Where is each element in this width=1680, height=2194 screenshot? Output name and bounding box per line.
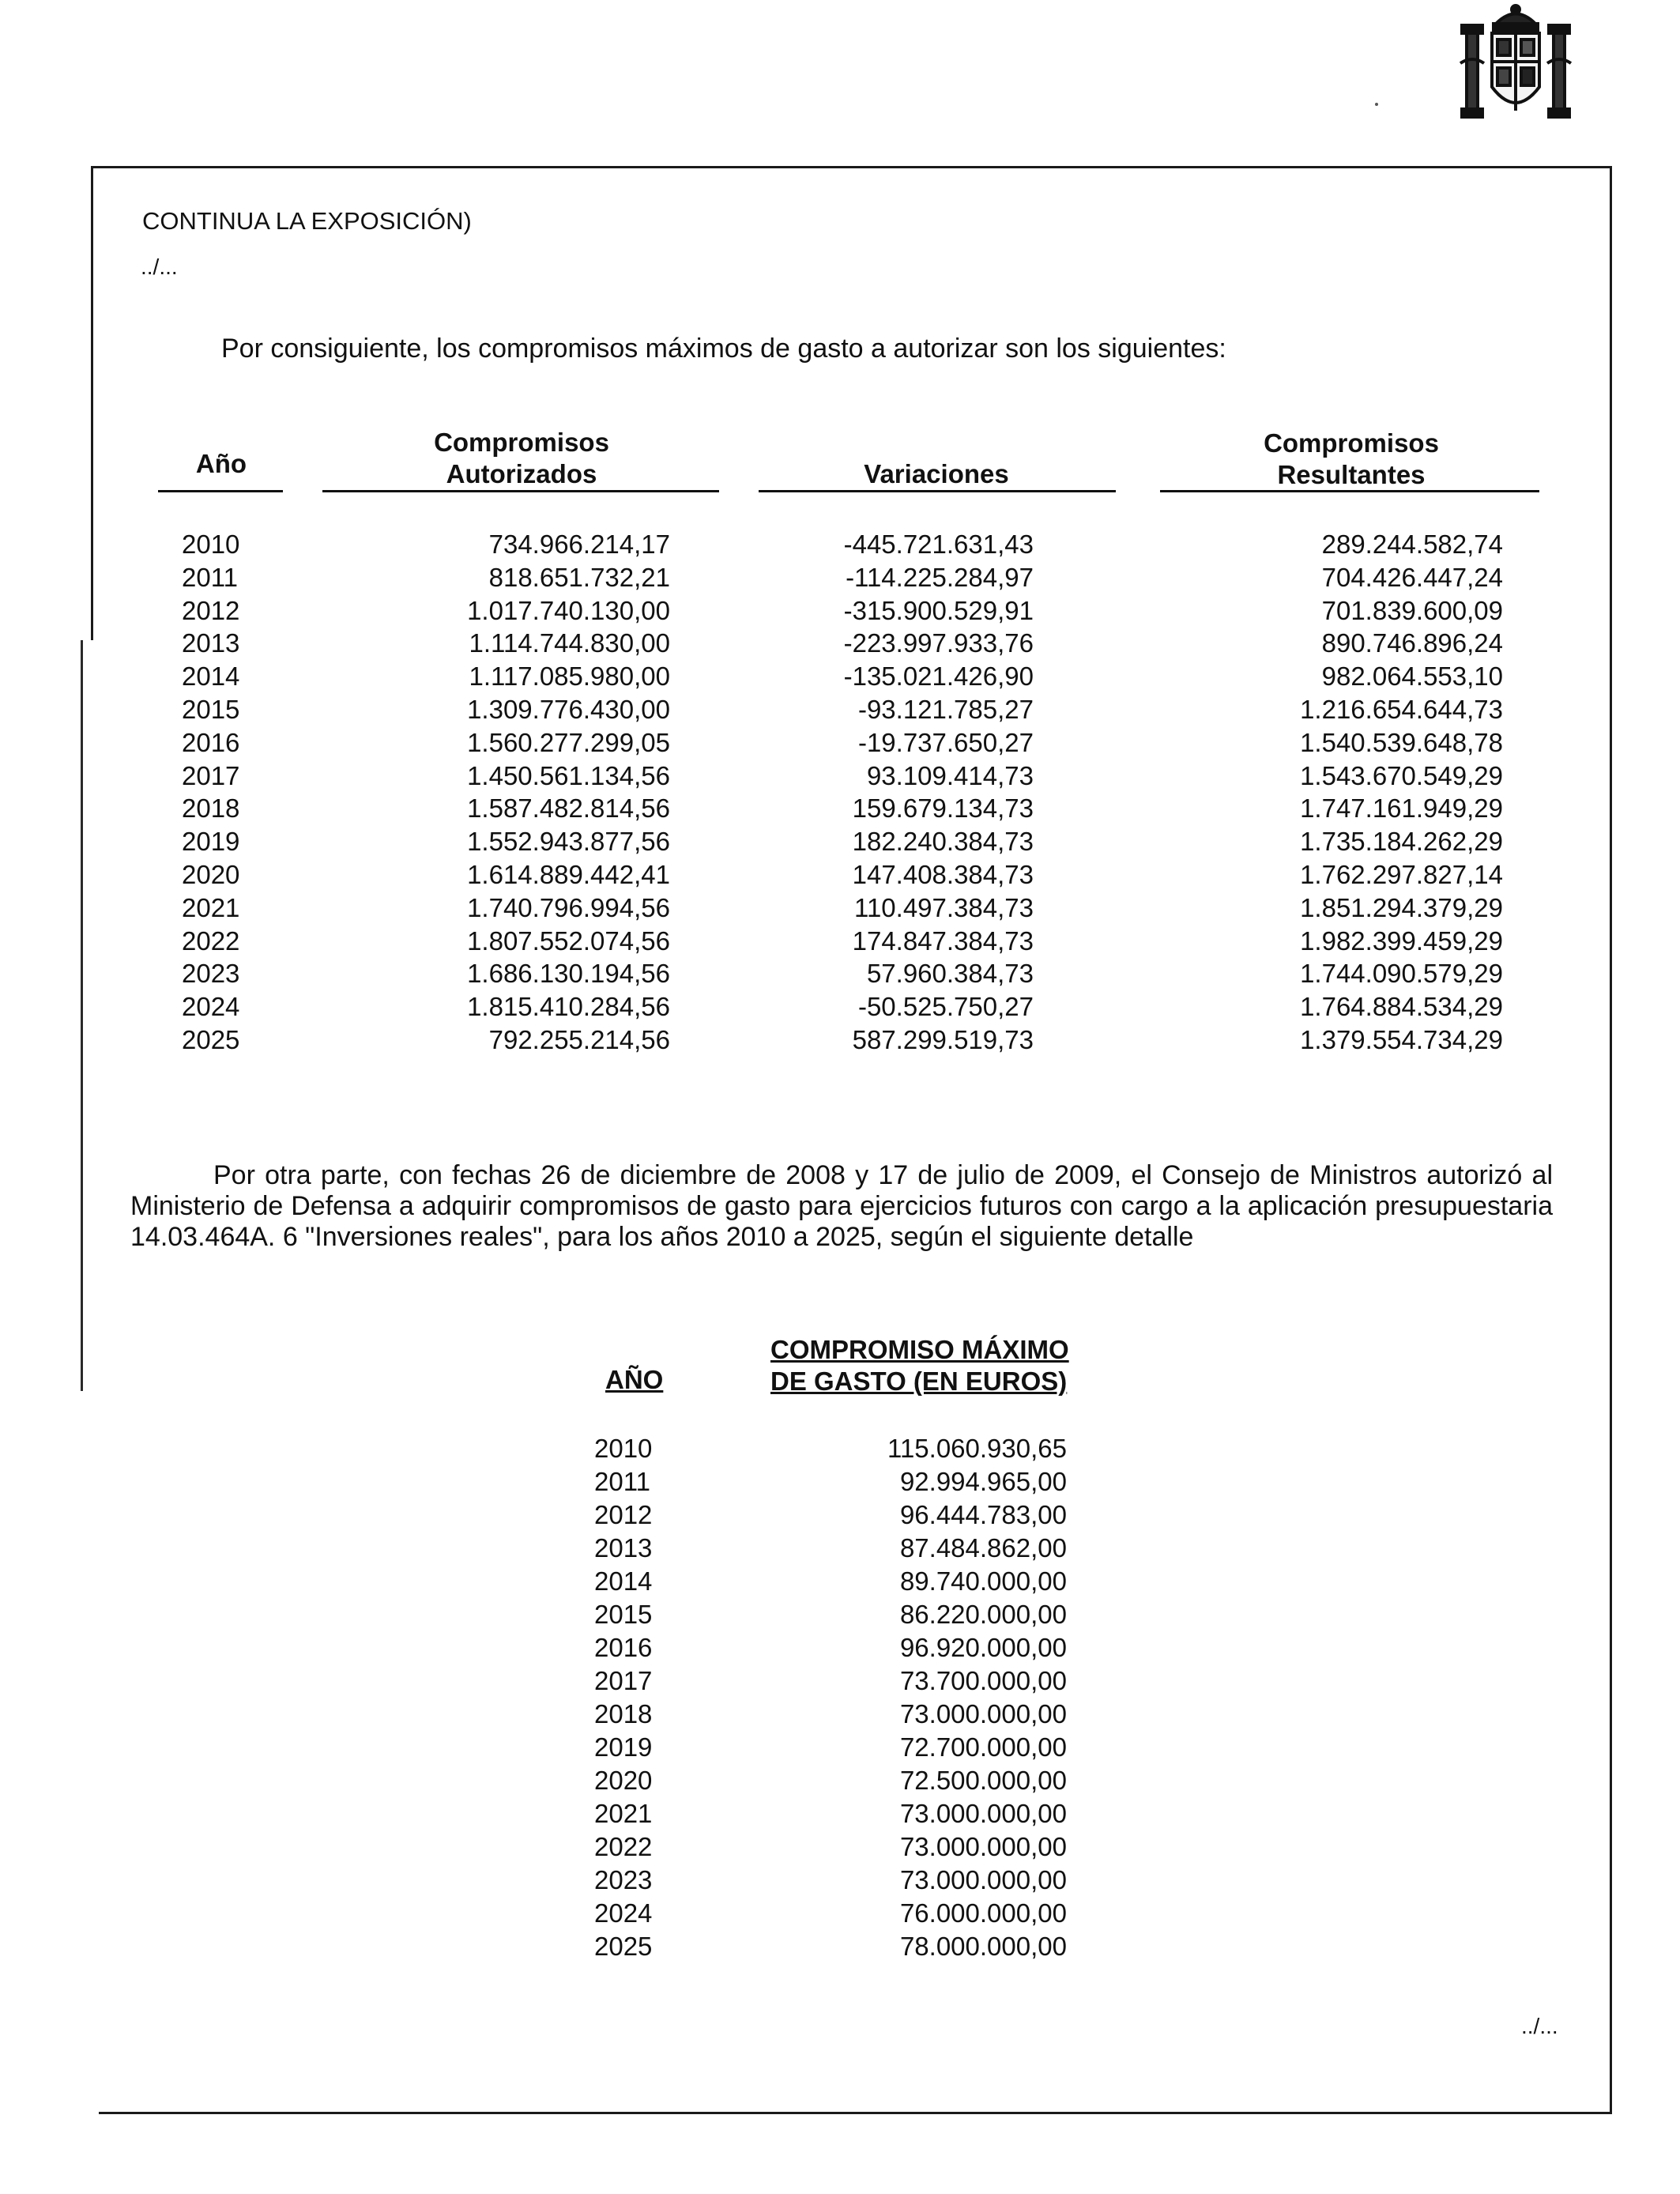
table-row <box>0 1731 1680 1764</box>
table1-cell-variation: 110.497.384,73 <box>854 892 1034 922</box>
table1-cell-variation: 147.408.384,73 <box>852 859 1034 889</box>
table2-cell-amount: 89.740.000,00 <box>899 1566 1067 1596</box>
table2-cell-amount: 78.000.000,00 <box>899 1932 1067 1961</box>
table1-cell-authorized: 1.309.776.430,00 <box>467 694 670 724</box>
table1-header-year: Año <box>195 449 247 478</box>
table-row <box>0 792 1680 825</box>
table1-cell-resulting: 890.746.896,24 <box>1321 628 1503 658</box>
table-row <box>0 528 1680 561</box>
table-row <box>0 925 1680 958</box>
table2-cell-year: 2024 <box>594 1898 653 1928</box>
table-row <box>0 1631 1680 1664</box>
table1-cell-year: 2011 <box>182 562 238 592</box>
table-row <box>0 693 1680 726</box>
table1-cell-year: 2025 <box>182 1024 240 1054</box>
table1-cell-resulting: 1.744.090.579,29 <box>1300 959 1503 989</box>
table-row <box>0 1698 1680 1731</box>
table1-cell-authorized: 818.651.732,21 <box>488 562 670 592</box>
table1-cell-resulting: 289.244.582,74 <box>1321 530 1503 559</box>
table-row <box>0 1465 1680 1498</box>
table1-cell-resulting: 1.543.670.549,29 <box>1300 760 1503 790</box>
table1-header-resulting: Compromisos Resultantes <box>1264 428 1439 489</box>
table2-header-amount: COMPROMISO MÁXIMO DE GASTO (EN EUROS) <box>770 1335 1069 1396</box>
table1-cell-resulting: 1.540.539.648,78 <box>1300 727 1503 757</box>
table2-cell-amount: 72.700.000,00 <box>899 1732 1067 1762</box>
table1-cell-year: 2013 <box>182 628 240 658</box>
table1-cell-year: 2019 <box>182 827 240 857</box>
table1-cell-authorized: 1.017.740.130,00 <box>467 595 670 625</box>
table2-cell-year: 2013 <box>594 1533 653 1563</box>
table2-header-year: AÑO <box>605 1365 664 1394</box>
table2-cell-amount: 73.000.000,00 <box>899 1799 1067 1828</box>
table1-cell-year: 2010 <box>182 530 240 559</box>
table1-cell-authorized: 1.552.943.877,56 <box>467 827 670 857</box>
table1-cell-year: 2014 <box>182 662 240 692</box>
scan-dot <box>1375 103 1378 106</box>
table1-header-rule <box>1160 490 1539 492</box>
table1-cell-variation: 174.847.384,73 <box>852 925 1034 956</box>
table1-cell-variation: -50.525.750,27 <box>857 992 1034 1022</box>
table1-cell-authorized: 1.450.561.134,56 <box>467 760 670 790</box>
table-row <box>0 957 1680 990</box>
table1-header-rule <box>158 490 283 492</box>
table1-cell-variation: -445.721.631,43 <box>843 530 1034 559</box>
table1-cell-resulting: 1.379.554.734,29 <box>1300 1024 1503 1054</box>
table1-cell-year: 2016 <box>182 727 240 757</box>
table1-cell-variation: -135.021.426,90 <box>843 662 1034 692</box>
table2-cell-amount: 92.994.965,00 <box>899 1467 1067 1496</box>
table-row <box>0 1864 1680 1897</box>
table2-cell-year: 2022 <box>594 1832 653 1861</box>
table-row <box>0 660 1680 693</box>
table1-cell-variation: -315.900.529,91 <box>843 595 1034 625</box>
table2-body <box>0 1432 1680 1963</box>
table1-cell-resulting: 1.747.161.949,29 <box>1300 794 1503 824</box>
table-row <box>0 1498 1680 1532</box>
table1-cell-variation: -114.225.284,97 <box>846 562 1034 592</box>
table1-cell-year: 2017 <box>182 760 240 790</box>
body-paragraph: Por otra parte, con fechas 26 de diciembre de 2008 y 17 de julio de 2009, el Consejo de Ministros autorizó al Ministerio de Defensa a adquirir compromisos de gasto para ejercicios futuros con cargo a la aplicación presupuestaria 14.03.464A. 6 "Inversiones reales", para los años 2010 a 2025, según el siguiente detalle <box>130 1160 1553 1252</box>
table1-cell-authorized: 734.966.214,17 <box>488 530 670 559</box>
section-heading: CONTINUA LA EXPOSICIÓN) <box>142 207 472 235</box>
coat-of-arms-icon <box>1452 0 1579 126</box>
table2-cell-amount: 96.444.783,00 <box>899 1500 1067 1529</box>
table-row <box>0 726 1680 760</box>
table2-cell-amount: 72.500.000,00 <box>899 1766 1067 1795</box>
table1-cell-authorized: 1.614.889.442,41 <box>467 859 670 889</box>
table2-cell-amount: 96.920.000,00 <box>899 1633 1067 1662</box>
frame-bottom-border <box>99 2112 1612 2114</box>
table1-cell-variation: 587.299.519,73 <box>852 1024 1034 1054</box>
table1-cell-authorized: 1.807.552.074,56 <box>467 925 670 956</box>
table2-cell-amount: 73.000.000,00 <box>899 1699 1067 1728</box>
table2-cell-year: 2010 <box>594 1434 653 1463</box>
table1-cell-year: 2018 <box>182 794 240 824</box>
table-row <box>0 627 1680 660</box>
table2-cell-year: 2012 <box>594 1500 653 1529</box>
table1-cell-variation: 93.109.414,73 <box>866 760 1034 790</box>
table1-cell-authorized: 1.686.130.194,56 <box>467 959 670 989</box>
table1-cell-authorized: 1.740.796.994,56 <box>467 892 670 922</box>
table1-cell-variation: -19.737.650,27 <box>857 727 1034 757</box>
table-row <box>0 825 1680 858</box>
table-row <box>0 1830 1680 1864</box>
continuation-mark-bottom: ../... <box>1521 2014 1558 2038</box>
table1-cell-resulting: 1.216.654.644,73 <box>1300 694 1503 724</box>
table1-cell-resulting: 1.764.884.534,29 <box>1300 992 1503 1022</box>
table-row <box>0 1432 1680 1465</box>
table2-cell-year: 2021 <box>594 1799 653 1828</box>
table-row <box>0 1023 1680 1057</box>
table2-cell-amount: 73.000.000,00 <box>899 1865 1067 1894</box>
table1-cell-year: 2012 <box>182 595 240 625</box>
table-row <box>0 1764 1680 1797</box>
table1-cell-resulting: 1.851.294.379,29 <box>1300 892 1503 922</box>
table-row <box>0 892 1680 925</box>
table1-cell-year: 2015 <box>182 694 240 724</box>
table2-cell-amount: 76.000.000,00 <box>899 1898 1067 1928</box>
table-row <box>0 858 1680 892</box>
table2-cell-year: 2011 <box>594 1467 650 1496</box>
table1-cell-year: 2021 <box>182 892 240 922</box>
table1-cell-authorized: 792.255.214,56 <box>488 1024 670 1054</box>
table1-header-authorized: Compromisos Autorizados <box>434 428 609 488</box>
table1-cell-resulting: 1.982.399.459,29 <box>1300 925 1503 956</box>
table-row <box>0 561 1680 594</box>
table1-header-variations: Variaciones <box>864 459 1009 488</box>
table1-cell-authorized: 1.815.410.284,56 <box>467 992 670 1022</box>
table1-cell-variation: -93.121.785,27 <box>857 694 1034 724</box>
table1-cell-variation: -223.997.933,76 <box>843 628 1034 658</box>
table2-cell-amount: 73.700.000,00 <box>899 1666 1067 1695</box>
table1-body <box>0 528 1680 1057</box>
table1-cell-year: 2023 <box>182 959 240 989</box>
table-row <box>0 1565 1680 1598</box>
table-row <box>0 1797 1680 1830</box>
table1-cell-variation: 182.240.384,73 <box>852 827 1034 857</box>
table2-cell-amount: 86.220.000,00 <box>899 1600 1067 1629</box>
table1-cell-resulting: 982.064.553,10 <box>1321 662 1503 692</box>
table2-cell-year: 2016 <box>594 1633 653 1662</box>
table-row <box>0 1598 1680 1631</box>
intro-sentence: Por consiguiente, los compromisos máximos de gasto a autorizar son los siguientes: <box>221 334 1226 364</box>
table1-cell-authorized: 1.587.482.814,56 <box>467 794 670 824</box>
table1-cell-variation: 57.960.384,73 <box>866 959 1034 989</box>
table-row <box>0 1930 1680 1963</box>
table2-cell-year: 2014 <box>594 1566 653 1596</box>
table2-cell-amount: 87.484.862,00 <box>899 1533 1067 1563</box>
table2-cell-year: 2017 <box>594 1666 653 1695</box>
table2-cell-year: 2019 <box>594 1732 653 1762</box>
table1-cell-resulting: 704.426.447,24 <box>1321 562 1503 592</box>
table-row <box>0 760 1680 793</box>
table1-cell-year: 2022 <box>182 925 240 956</box>
table1-cell-authorized: 1.117.085.980,00 <box>469 662 670 692</box>
continuation-mark-top: ../... <box>141 254 178 279</box>
table1-cell-resulting: 1.735.184.262,29 <box>1300 827 1503 857</box>
frame-top-border <box>91 166 1612 168</box>
table2-cell-year: 2015 <box>594 1600 653 1629</box>
table2-cell-year: 2018 <box>594 1699 653 1728</box>
table1-cell-variation: 159.679.134,73 <box>852 794 1034 824</box>
table1-cell-resulting: 701.839.600,09 <box>1321 595 1503 625</box>
table-row <box>0 1897 1680 1930</box>
table-row <box>0 1664 1680 1698</box>
table1-cell-year: 2024 <box>182 992 240 1022</box>
table2-cell-year: 2023 <box>594 1865 653 1894</box>
table1-cell-resulting: 1.762.297.827,14 <box>1300 859 1503 889</box>
table2-cell-year: 2020 <box>594 1766 653 1795</box>
table1-cell-authorized: 1.560.277.299,05 <box>467 727 670 757</box>
table-row <box>0 990 1680 1023</box>
table1-header-rule <box>759 490 1116 492</box>
table1-cell-authorized: 1.114.744.830,00 <box>469 628 670 658</box>
table2-cell-amount: 115.060.930,65 <box>887 1434 1067 1463</box>
table2-cell-year: 2025 <box>594 1932 653 1961</box>
table1-header-rule <box>322 490 719 492</box>
table-row <box>0 1532 1680 1565</box>
table1-cell-year: 2020 <box>182 859 240 889</box>
table2-cell-amount: 73.000.000,00 <box>899 1832 1067 1861</box>
table-row <box>0 594 1680 628</box>
